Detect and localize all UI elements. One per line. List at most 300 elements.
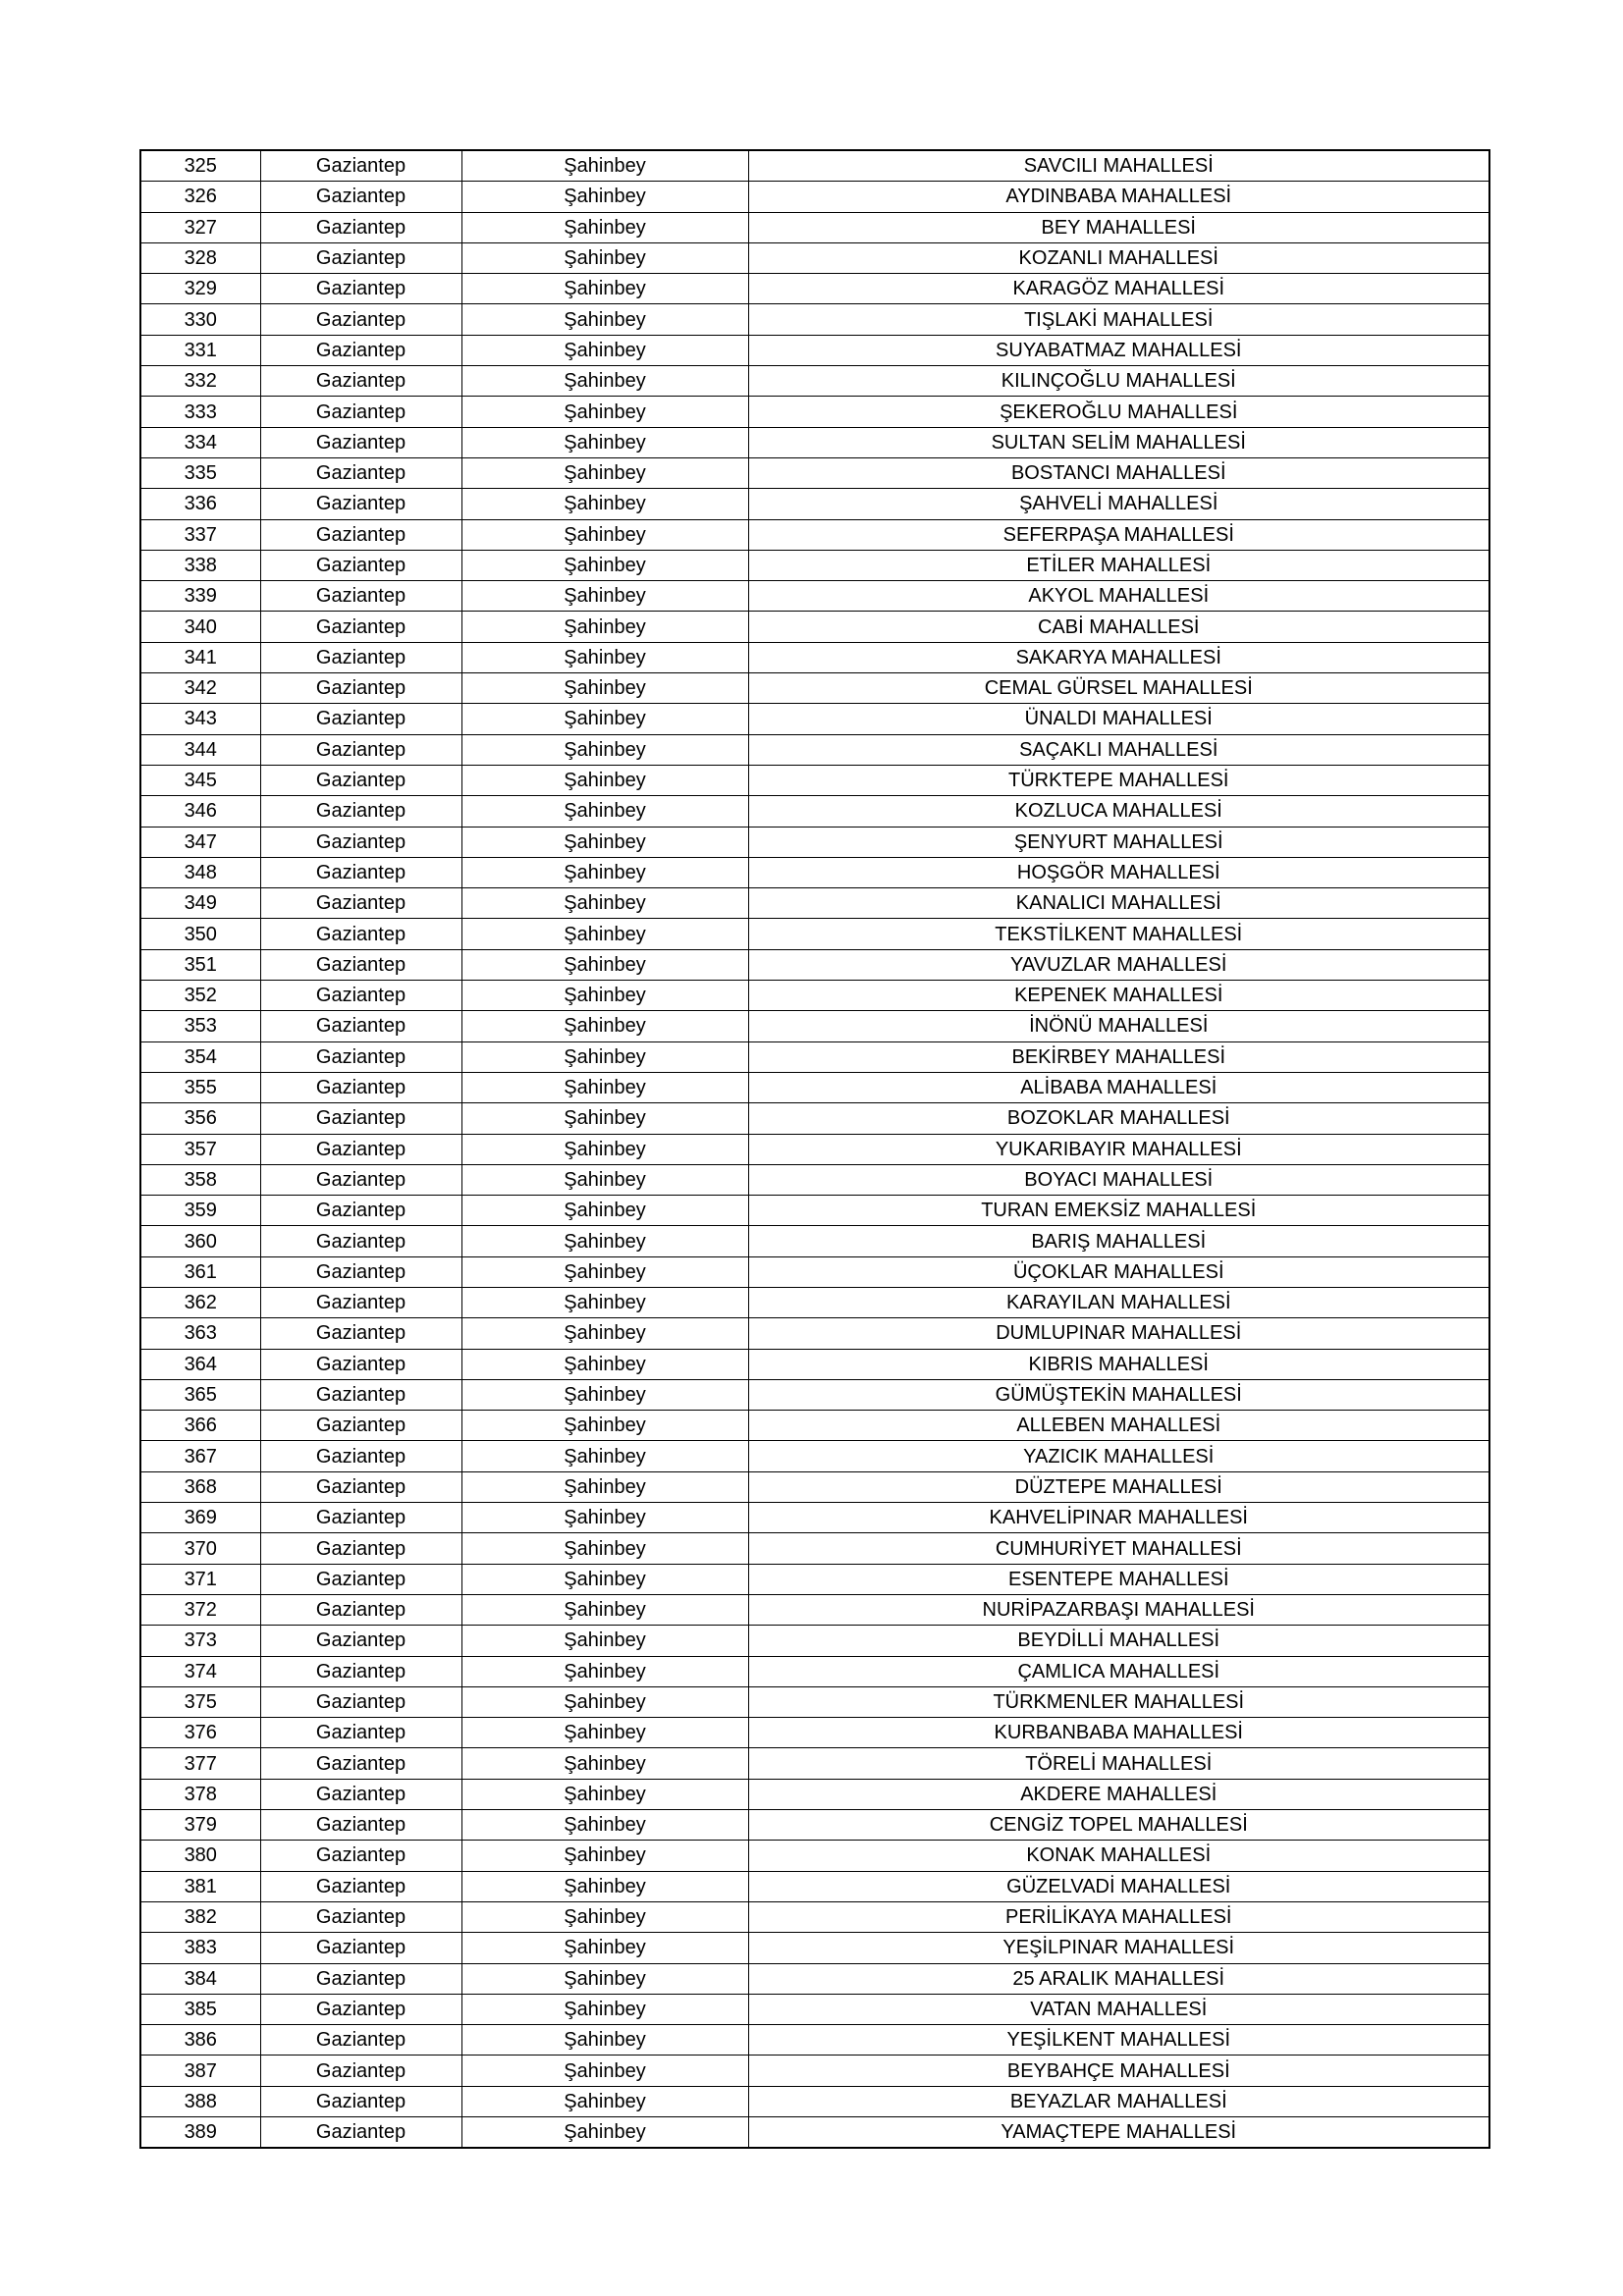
province-cell: Gaziantep bbox=[260, 304, 461, 335]
neighborhood-cell: SULTAN SELİM MAHALLESİ bbox=[748, 427, 1489, 457]
district-cell: Şahinbey bbox=[461, 642, 748, 672]
district-cell: Şahinbey bbox=[461, 304, 748, 335]
neighborhood-cell: TIŞLAKİ MAHALLESİ bbox=[748, 304, 1489, 335]
table-row bbox=[140, 888, 1489, 919]
district-cell: Şahinbey bbox=[461, 1011, 748, 1041]
neighborhood-cell: BEKİRBEY MAHALLESİ bbox=[748, 1041, 1489, 1072]
row-number-cell: 355 bbox=[140, 1072, 260, 1102]
district-cell: Şahinbey bbox=[461, 612, 748, 642]
district-cell: Şahinbey bbox=[461, 857, 748, 887]
neighborhood-cell: ŞAHVELİ MAHALLESİ bbox=[748, 489, 1489, 519]
district-cell: Şahinbey bbox=[461, 2056, 748, 2086]
province-cell: Gaziantep bbox=[260, 1441, 461, 1471]
row-number-cell: 325 bbox=[140, 150, 260, 182]
row-number-cell: 389 bbox=[140, 2117, 260, 2149]
neighborhood-cell: TEKSTİLKENT MAHALLESİ bbox=[748, 919, 1489, 949]
table-body bbox=[140, 150, 1489, 2148]
row-number-cell: 375 bbox=[140, 1686, 260, 1717]
table-row bbox=[140, 2056, 1489, 2086]
province-cell: Gaziantep bbox=[260, 1718, 461, 1748]
province-cell: Gaziantep bbox=[260, 1196, 461, 1226]
province-cell: Gaziantep bbox=[260, 1626, 461, 1656]
table-row bbox=[140, 949, 1489, 980]
district-cell: Şahinbey bbox=[461, 1103, 748, 1134]
province-cell: Gaziantep bbox=[260, 212, 461, 242]
neighborhood-cell: HOŞGÖR MAHALLESİ bbox=[748, 857, 1489, 887]
table-row bbox=[140, 1011, 1489, 1041]
table-row bbox=[140, 397, 1489, 427]
district-cell: Şahinbey bbox=[461, 427, 748, 457]
table-row bbox=[140, 857, 1489, 887]
table-row bbox=[140, 427, 1489, 457]
district-cell: Şahinbey bbox=[461, 949, 748, 980]
row-number-cell: 387 bbox=[140, 2056, 260, 2086]
neighborhood-cell: 25 ARALIK MAHALLESİ bbox=[748, 1963, 1489, 1994]
district-cell: Şahinbey bbox=[461, 1196, 748, 1226]
row-number-cell: 379 bbox=[140, 1810, 260, 1841]
table-row bbox=[140, 1349, 1489, 1379]
table-row bbox=[140, 1471, 1489, 1502]
district-cell: Şahinbey bbox=[461, 1718, 748, 1748]
row-number-cell: 357 bbox=[140, 1134, 260, 1164]
table-row bbox=[140, 734, 1489, 765]
province-cell: Gaziantep bbox=[260, 1594, 461, 1625]
province-cell: Gaziantep bbox=[260, 612, 461, 642]
neighborhood-cell: BEYDİLLİ MAHALLESİ bbox=[748, 1626, 1489, 1656]
neighborhood-cell: ÇAMLICA MAHALLESİ bbox=[748, 1656, 1489, 1686]
province-cell: Gaziantep bbox=[260, 550, 461, 580]
table-row bbox=[140, 304, 1489, 335]
province-cell: Gaziantep bbox=[260, 919, 461, 949]
table-row bbox=[140, 1686, 1489, 1717]
row-number-cell: 329 bbox=[140, 274, 260, 304]
district-cell: Şahinbey bbox=[461, 489, 748, 519]
row-number-cell: 356 bbox=[140, 1103, 260, 1134]
neighborhood-cell: ALİBABA MAHALLESİ bbox=[748, 1072, 1489, 1102]
district-cell: Şahinbey bbox=[461, 1503, 748, 1533]
row-number-cell: 370 bbox=[140, 1533, 260, 1564]
neighborhood-cell: İNÖNÜ MAHALLESİ bbox=[748, 1011, 1489, 1041]
district-cell: Şahinbey bbox=[461, 1779, 748, 1809]
table-row bbox=[140, 550, 1489, 580]
district-cell: Şahinbey bbox=[461, 1411, 748, 1441]
table-row bbox=[140, 1901, 1489, 1932]
table-row bbox=[140, 457, 1489, 488]
district-cell: Şahinbey bbox=[461, 2025, 748, 2056]
province-cell: Gaziantep bbox=[260, 1533, 461, 1564]
province-cell: Gaziantep bbox=[260, 1411, 461, 1441]
neighborhood-cell: AYDINBABA MAHALLESİ bbox=[748, 182, 1489, 212]
row-number-cell: 360 bbox=[140, 1226, 260, 1256]
district-cell: Şahinbey bbox=[461, 1656, 748, 1686]
neighborhood-cell: KONAK MAHALLESİ bbox=[748, 1841, 1489, 1871]
row-number-cell: 377 bbox=[140, 1748, 260, 1779]
table-row bbox=[140, 1411, 1489, 1441]
table-row bbox=[140, 642, 1489, 672]
table-row bbox=[140, 1103, 1489, 1134]
table-row bbox=[140, 2086, 1489, 2116]
district-cell: Şahinbey bbox=[461, 274, 748, 304]
province-cell: Gaziantep bbox=[260, 335, 461, 365]
table-row bbox=[140, 1503, 1489, 1533]
table-row bbox=[140, 2025, 1489, 2056]
row-number-cell: 381 bbox=[140, 1871, 260, 1901]
row-number-cell: 343 bbox=[140, 704, 260, 734]
neighborhood-cell: KEPENEK MAHALLESİ bbox=[748, 981, 1489, 1011]
row-number-cell: 371 bbox=[140, 1564, 260, 1594]
neighborhood-cell: ŞENYURT MAHALLESİ bbox=[748, 827, 1489, 857]
province-cell: Gaziantep bbox=[260, 1379, 461, 1410]
table-row bbox=[140, 704, 1489, 734]
row-number-cell: 363 bbox=[140, 1318, 260, 1349]
neighborhood-cell: TÜRKMENLER MAHALLESİ bbox=[748, 1686, 1489, 1717]
province-cell: Gaziantep bbox=[260, 366, 461, 397]
neighborhood-cell: ETİLER MAHALLESİ bbox=[748, 550, 1489, 580]
province-cell: Gaziantep bbox=[260, 2025, 461, 2056]
district-cell: Şahinbey bbox=[461, 796, 748, 827]
neighborhood-cell: YUKARIBAYIR MAHALLESİ bbox=[748, 1134, 1489, 1164]
province-cell: Gaziantep bbox=[260, 274, 461, 304]
province-cell: Gaziantep bbox=[260, 1503, 461, 1533]
district-cell: Şahinbey bbox=[461, 765, 748, 795]
district-cell: Şahinbey bbox=[461, 1226, 748, 1256]
row-number-cell: 350 bbox=[140, 919, 260, 949]
table-row bbox=[140, 1072, 1489, 1102]
province-cell: Gaziantep bbox=[260, 1963, 461, 1994]
province-cell: Gaziantep bbox=[260, 765, 461, 795]
district-cell: Şahinbey bbox=[461, 1594, 748, 1625]
neighborhood-cell: YAMAÇTEPE MAHALLESİ bbox=[748, 2117, 1489, 2149]
province-cell: Gaziantep bbox=[260, 1318, 461, 1349]
district-cell: Şahinbey bbox=[461, 1871, 748, 1901]
neighborhood-cell: TURAN EMEKSİZ MAHALLESİ bbox=[748, 1196, 1489, 1226]
row-number-cell: 359 bbox=[140, 1196, 260, 1226]
district-cell: Şahinbey bbox=[461, 242, 748, 273]
row-number-cell: 365 bbox=[140, 1379, 260, 1410]
table-row bbox=[140, 1564, 1489, 1594]
neighborhood-cell: DUMLUPINAR MAHALLESİ bbox=[748, 1318, 1489, 1349]
district-cell: Şahinbey bbox=[461, 519, 748, 550]
table-row bbox=[140, 1134, 1489, 1164]
district-cell: Şahinbey bbox=[461, 397, 748, 427]
row-number-cell: 383 bbox=[140, 1933, 260, 1963]
row-number-cell: 331 bbox=[140, 335, 260, 365]
table-row bbox=[140, 1810, 1489, 1841]
district-cell: Şahinbey bbox=[461, 1686, 748, 1717]
table-row bbox=[140, 489, 1489, 519]
neighborhood-cell: BOYACI MAHALLESİ bbox=[748, 1164, 1489, 1195]
province-cell: Gaziantep bbox=[260, 489, 461, 519]
row-number-cell: 340 bbox=[140, 612, 260, 642]
row-number-cell: 351 bbox=[140, 949, 260, 980]
table-row bbox=[140, 242, 1489, 273]
table-row bbox=[140, 1718, 1489, 1748]
neighborhood-cell: CENGİZ TOPEL MAHALLESİ bbox=[748, 1810, 1489, 1841]
row-number-cell: 388 bbox=[140, 2086, 260, 2116]
province-cell: Gaziantep bbox=[260, 397, 461, 427]
province-cell: Gaziantep bbox=[260, 827, 461, 857]
neighborhood-cell: AKYOL MAHALLESİ bbox=[748, 581, 1489, 612]
district-cell: Şahinbey bbox=[461, 1841, 748, 1871]
row-number-cell: 341 bbox=[140, 642, 260, 672]
neighborhood-cell: KARAYILAN MAHALLESİ bbox=[748, 1287, 1489, 1317]
district-cell: Şahinbey bbox=[461, 827, 748, 857]
district-cell: Şahinbey bbox=[461, 335, 748, 365]
row-number-cell: 361 bbox=[140, 1256, 260, 1287]
district-cell: Şahinbey bbox=[461, 673, 748, 704]
row-number-cell: 347 bbox=[140, 827, 260, 857]
row-number-cell: 334 bbox=[140, 427, 260, 457]
province-cell: Gaziantep bbox=[260, 2117, 461, 2149]
province-cell: Gaziantep bbox=[260, 1041, 461, 1072]
row-number-cell: 362 bbox=[140, 1287, 260, 1317]
row-number-cell: 353 bbox=[140, 1011, 260, 1041]
neighborhood-cell: KAHVELİPINAR MAHALLESİ bbox=[748, 1503, 1489, 1533]
table-row bbox=[140, 1871, 1489, 1901]
neighborhood-cell: YAZICIK MAHALLESİ bbox=[748, 1441, 1489, 1471]
neighborhood-cell: KOZLUCA MAHALLESİ bbox=[748, 796, 1489, 827]
neighborhood-cell: TÖRELİ MAHALLESİ bbox=[748, 1748, 1489, 1779]
table-row bbox=[140, 1626, 1489, 1656]
district-cell: Şahinbey bbox=[461, 1901, 748, 1932]
table-row bbox=[140, 827, 1489, 857]
province-cell: Gaziantep bbox=[260, 1841, 461, 1871]
neighborhood-cell: SUYABATMAZ MAHALLESİ bbox=[748, 335, 1489, 365]
row-number-cell: 345 bbox=[140, 765, 260, 795]
row-number-cell: 384 bbox=[140, 1963, 260, 1994]
table-row bbox=[140, 212, 1489, 242]
district-cell: Şahinbey bbox=[461, 1041, 748, 1072]
row-number-cell: 358 bbox=[140, 1164, 260, 1195]
district-cell: Şahinbey bbox=[461, 1287, 748, 1317]
district-cell: Şahinbey bbox=[461, 581, 748, 612]
row-number-cell: 354 bbox=[140, 1041, 260, 1072]
row-number-cell: 380 bbox=[140, 1841, 260, 1871]
neighborhood-cell: KANALICI MAHALLESİ bbox=[748, 888, 1489, 919]
province-cell: Gaziantep bbox=[260, 150, 461, 182]
province-cell: Gaziantep bbox=[260, 519, 461, 550]
neighborhood-cell: DÜZTEPE MAHALLESİ bbox=[748, 1471, 1489, 1502]
table-row bbox=[140, 1441, 1489, 1471]
row-number-cell: 372 bbox=[140, 1594, 260, 1625]
district-cell: Şahinbey bbox=[461, 1748, 748, 1779]
row-number-cell: 332 bbox=[140, 366, 260, 397]
row-number-cell: 374 bbox=[140, 1656, 260, 1686]
row-number-cell: 326 bbox=[140, 182, 260, 212]
province-cell: Gaziantep bbox=[260, 182, 461, 212]
row-number-cell: 342 bbox=[140, 673, 260, 704]
neighborhood-cell: KOZANLI MAHALLESİ bbox=[748, 242, 1489, 273]
district-cell: Şahinbey bbox=[461, 981, 748, 1011]
neighborhood-cell: BOZOKLAR MAHALLESİ bbox=[748, 1103, 1489, 1134]
province-cell: Gaziantep bbox=[260, 1933, 461, 1963]
district-cell: Şahinbey bbox=[461, 550, 748, 580]
neighborhood-cell: BEYAZLAR MAHALLESİ bbox=[748, 2086, 1489, 2116]
table-row bbox=[140, 1656, 1489, 1686]
district-cell: Şahinbey bbox=[461, 1256, 748, 1287]
row-number-cell: 364 bbox=[140, 1349, 260, 1379]
district-cell: Şahinbey bbox=[461, 888, 748, 919]
district-cell: Şahinbey bbox=[461, 1564, 748, 1594]
district-cell: Şahinbey bbox=[461, 1626, 748, 1656]
row-number-cell: 330 bbox=[140, 304, 260, 335]
province-cell: Gaziantep bbox=[260, 1349, 461, 1379]
row-number-cell: 346 bbox=[140, 796, 260, 827]
row-number-cell: 373 bbox=[140, 1626, 260, 1656]
neighborhood-cell: SEFERPAŞA MAHALLESİ bbox=[748, 519, 1489, 550]
table-row bbox=[140, 1379, 1489, 1410]
table-row bbox=[140, 1287, 1489, 1317]
province-cell: Gaziantep bbox=[260, 1686, 461, 1717]
row-number-cell: 352 bbox=[140, 981, 260, 1011]
row-number-cell: 367 bbox=[140, 1441, 260, 1471]
district-cell: Şahinbey bbox=[461, 1994, 748, 2024]
province-cell: Gaziantep bbox=[260, 1164, 461, 1195]
province-cell: Gaziantep bbox=[260, 1287, 461, 1317]
table-row bbox=[140, 1041, 1489, 1072]
table-row bbox=[140, 1256, 1489, 1287]
province-cell: Gaziantep bbox=[260, 2086, 461, 2116]
district-cell: Şahinbey bbox=[461, 1379, 748, 1410]
neighborhood-cell: KILINÇOĞLU MAHALLESİ bbox=[748, 366, 1489, 397]
table-row bbox=[140, 673, 1489, 704]
row-number-cell: 366 bbox=[140, 1411, 260, 1441]
table-row bbox=[140, 1994, 1489, 2024]
row-number-cell: 348 bbox=[140, 857, 260, 887]
table-row bbox=[140, 519, 1489, 550]
neighborhood-cell: YEŞİLKENT MAHALLESİ bbox=[748, 2025, 1489, 2056]
table-row bbox=[140, 919, 1489, 949]
province-cell: Gaziantep bbox=[260, 1871, 461, 1901]
table-row bbox=[140, 1533, 1489, 1564]
row-number-cell: 385 bbox=[140, 1994, 260, 2024]
province-cell: Gaziantep bbox=[260, 242, 461, 273]
district-cell: Şahinbey bbox=[461, 150, 748, 182]
neighborhood-cell: BOSTANCI MAHALLESİ bbox=[748, 457, 1489, 488]
district-cell: Şahinbey bbox=[461, 919, 748, 949]
table-row bbox=[140, 182, 1489, 212]
province-cell: Gaziantep bbox=[260, 457, 461, 488]
province-cell: Gaziantep bbox=[260, 888, 461, 919]
neighborhood-cell: ŞEKEROĞLU MAHALLESİ bbox=[748, 397, 1489, 427]
row-number-cell: 338 bbox=[140, 550, 260, 580]
district-cell: Şahinbey bbox=[461, 2117, 748, 2149]
province-cell: Gaziantep bbox=[260, 949, 461, 980]
district-cell: Şahinbey bbox=[461, 1349, 748, 1379]
row-number-cell: 378 bbox=[140, 1779, 260, 1809]
neighborhood-cell: KIBRIS MAHALLESİ bbox=[748, 1349, 1489, 1379]
neighborhood-cell: CEMAL GÜRSEL MAHALLESİ bbox=[748, 673, 1489, 704]
province-cell: Gaziantep bbox=[260, 1994, 461, 2024]
table-row bbox=[140, 1594, 1489, 1625]
row-number-cell: 368 bbox=[140, 1471, 260, 1502]
table-row bbox=[140, 1748, 1489, 1779]
neighborhood-cell: KARAGÖZ MAHALLESİ bbox=[748, 274, 1489, 304]
district-cell: Şahinbey bbox=[461, 1933, 748, 1963]
row-number-cell: 327 bbox=[140, 212, 260, 242]
row-number-cell: 328 bbox=[140, 242, 260, 273]
province-cell: Gaziantep bbox=[260, 734, 461, 765]
row-number-cell: 344 bbox=[140, 734, 260, 765]
district-cell: Şahinbey bbox=[461, 704, 748, 734]
district-cell: Şahinbey bbox=[461, 182, 748, 212]
table-row bbox=[140, 765, 1489, 795]
province-cell: Gaziantep bbox=[260, 1226, 461, 1256]
row-number-cell: 339 bbox=[140, 581, 260, 612]
table-row bbox=[140, 1779, 1489, 1809]
province-cell: Gaziantep bbox=[260, 1748, 461, 1779]
neighborhood-cell: GÜMÜŞTEKİN MAHALLESİ bbox=[748, 1379, 1489, 1410]
neighborhood-cell: GÜZELVADİ MAHALLESİ bbox=[748, 1871, 1489, 1901]
neighborhood-cell: VATAN MAHALLESİ bbox=[748, 1994, 1489, 2024]
table-row bbox=[140, 612, 1489, 642]
district-cell: Şahinbey bbox=[461, 1963, 748, 1994]
table-row bbox=[140, 581, 1489, 612]
table-row bbox=[140, 1226, 1489, 1256]
province-cell: Gaziantep bbox=[260, 1779, 461, 1809]
neighborhood-cell: ÜNALDI MAHALLESİ bbox=[748, 704, 1489, 734]
neighborhood-cell: CUMHURİYET MAHALLESİ bbox=[748, 1533, 1489, 1564]
province-cell: Gaziantep bbox=[260, 704, 461, 734]
neighborhood-table bbox=[139, 149, 1490, 2149]
province-cell: Gaziantep bbox=[260, 1103, 461, 1134]
province-cell: Gaziantep bbox=[260, 1810, 461, 1841]
neighborhood-cell: PERİLİKAYA MAHALLESİ bbox=[748, 1901, 1489, 1932]
neighborhood-cell: ESENTEPE MAHALLESİ bbox=[748, 1564, 1489, 1594]
district-cell: Şahinbey bbox=[461, 1441, 748, 1471]
table-row bbox=[140, 1318, 1489, 1349]
district-cell: Şahinbey bbox=[461, 457, 748, 488]
row-number-cell: 349 bbox=[140, 888, 260, 919]
province-cell: Gaziantep bbox=[260, 427, 461, 457]
neighborhood-cell: BARIŞ MAHALLESİ bbox=[748, 1226, 1489, 1256]
neighborhood-cell: BEYBAHÇE MAHALLESİ bbox=[748, 2056, 1489, 2086]
province-cell: Gaziantep bbox=[260, 1134, 461, 1164]
table-row bbox=[140, 981, 1489, 1011]
province-cell: Gaziantep bbox=[260, 1256, 461, 1287]
table-row bbox=[140, 366, 1489, 397]
table-row bbox=[140, 796, 1489, 827]
province-cell: Gaziantep bbox=[260, 1471, 461, 1502]
neighborhood-cell: AKDERE MAHALLESİ bbox=[748, 1779, 1489, 1809]
province-cell: Gaziantep bbox=[260, 1656, 461, 1686]
row-number-cell: 382 bbox=[140, 1901, 260, 1932]
district-cell: Şahinbey bbox=[461, 1471, 748, 1502]
district-cell: Şahinbey bbox=[461, 734, 748, 765]
province-cell: Gaziantep bbox=[260, 1901, 461, 1932]
district-cell: Şahinbey bbox=[461, 366, 748, 397]
table-row bbox=[140, 1963, 1489, 1994]
neighborhood-cell: ÜÇOKLAR MAHALLESİ bbox=[748, 1256, 1489, 1287]
table-row bbox=[140, 1841, 1489, 1871]
row-number-cell: 335 bbox=[140, 457, 260, 488]
neighborhood-cell: SAKARYA MAHALLESİ bbox=[748, 642, 1489, 672]
table-row bbox=[140, 150, 1489, 182]
neighborhood-cell: SAVCILI MAHALLESİ bbox=[748, 150, 1489, 182]
row-number-cell: 333 bbox=[140, 397, 260, 427]
table-row bbox=[140, 335, 1489, 365]
neighborhood-cell: KURBANBABA MAHALLESİ bbox=[748, 1718, 1489, 1748]
province-cell: Gaziantep bbox=[260, 2056, 461, 2086]
neighborhood-cell: CABİ MAHALLESİ bbox=[748, 612, 1489, 642]
row-number-cell: 336 bbox=[140, 489, 260, 519]
district-cell: Şahinbey bbox=[461, 1533, 748, 1564]
table-row bbox=[140, 1164, 1489, 1195]
province-cell: Gaziantep bbox=[260, 673, 461, 704]
province-cell: Gaziantep bbox=[260, 1564, 461, 1594]
neighborhood-cell: YEŞİLPINAR MAHALLESİ bbox=[748, 1933, 1489, 1963]
neighborhood-cell: ALLEBEN MAHALLESİ bbox=[748, 1411, 1489, 1441]
